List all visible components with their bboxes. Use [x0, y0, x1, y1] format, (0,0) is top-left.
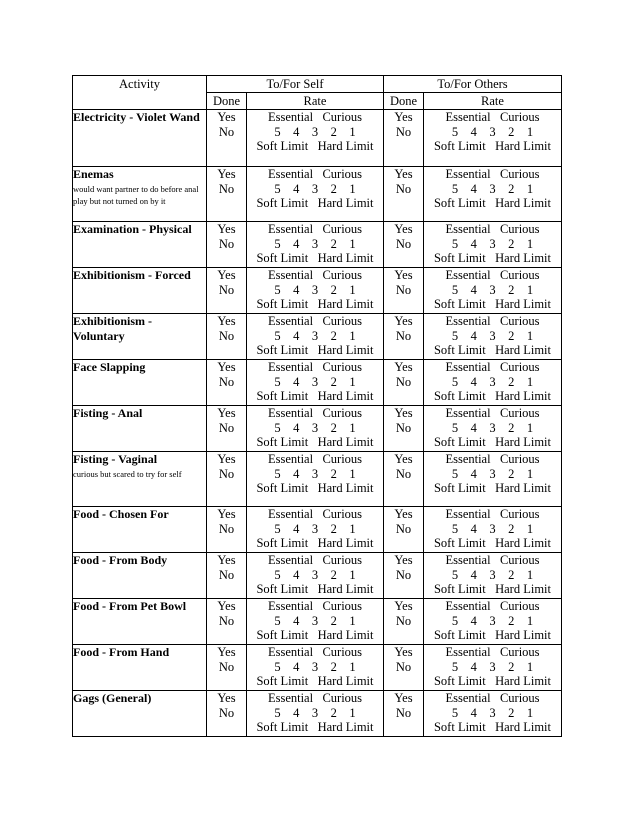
self-rate-scale[interactable]: 5 4 3 2 1: [274, 124, 356, 139]
others-rate-labels-bottom[interactable]: Soft Limit Hard Limit: [433, 251, 551, 265]
self-rate-labels-top[interactable]: Essential Curious: [267, 691, 363, 705]
activity-note: curious but scared to try for self: [73, 469, 182, 479]
self-rate-cell: [247, 360, 384, 406]
self-rate-cell: [247, 314, 384, 360]
self-rate-labels-bottom[interactable]: Soft Limit Hard Limit: [256, 297, 374, 311]
self-rate-labels-bottom[interactable]: Soft Limit Hard Limit: [256, 674, 374, 688]
self-rate-scale[interactable]: 5 4 3 2 1: [274, 328, 356, 343]
others-yes-option[interactable]: Yes: [394, 314, 413, 328]
others-done-cell: [384, 507, 424, 553]
others-no-option[interactable]: No: [395, 237, 412, 251]
self-rate-labels-bottom[interactable]: Soft Limit Hard Limit: [256, 343, 374, 357]
others-yes-option[interactable]: Yes: [394, 222, 413, 236]
others-rate-labels-top[interactable]: Essential Curious: [445, 314, 540, 328]
self-rate-labels-top[interactable]: Essential Curious: [267, 553, 363, 567]
others-rate-labels-top[interactable]: Essential Curious: [445, 360, 540, 374]
others-yes-option[interactable]: Yes: [394, 406, 413, 420]
others-rate-labels-bottom[interactable]: Soft Limit Hard Limit: [433, 481, 551, 495]
self-done-cell: [207, 452, 247, 507]
self-rate-labels-bottom[interactable]: Soft Limit Hard Limit: [256, 481, 374, 495]
others-done-cell: [384, 360, 424, 406]
activity-cell: [73, 360, 207, 406]
activity-cell: [73, 691, 207, 737]
self-rate-cell: [247, 645, 384, 691]
self-done-cell: [207, 599, 247, 645]
self-done-cell: [207, 360, 247, 406]
others-rate-labels-bottom[interactable]: Soft Limit Hard Limit: [433, 674, 551, 688]
self-no-option[interactable]: No: [218, 467, 235, 481]
others-rate-labels-top[interactable]: Essential Curious: [445, 268, 540, 282]
table-row: [73, 553, 562, 599]
table-row: [73, 167, 562, 222]
others-rate-scale[interactable]: 5 4 3 2 1: [451, 181, 534, 196]
self-no-option[interactable]: No: [218, 522, 235, 536]
table-row: [73, 110, 562, 167]
others-rate-labels-bottom[interactable]: Soft Limit Hard Limit: [433, 389, 551, 403]
self-done-cell: [207, 222, 247, 268]
others-done-cell: [384, 110, 424, 167]
self-rate-labels-bottom[interactable]: Soft Limit Hard Limit: [256, 628, 374, 642]
others-done-cell: [384, 268, 424, 314]
others-rate-cell: [424, 167, 562, 222]
self-rate-labels-top[interactable]: Essential Curious: [267, 507, 363, 521]
others-rate-cell: [424, 599, 562, 645]
others-rate-labels-bottom[interactable]: Soft Limit Hard Limit: [433, 720, 551, 734]
activity-header: Activity: [73, 76, 207, 110]
activity-name: Food - From Body: [73, 553, 168, 567]
others-no-option[interactable]: No: [395, 614, 412, 628]
others-yes-option[interactable]: Yes: [394, 553, 413, 567]
others-yes-option[interactable]: Yes: [394, 268, 413, 282]
others-no-option[interactable]: No: [395, 421, 412, 435]
others-rate-scale[interactable]: 5 4 3 2 1: [451, 613, 534, 628]
self-done-cell: [207, 507, 247, 553]
others-rate-scale[interactable]: 5 4 3 2 1: [451, 521, 534, 536]
others-rate-labels-top[interactable]: Essential Curious: [445, 406, 540, 420]
self-rate-labels-top[interactable]: Essential Curious: [267, 167, 363, 181]
self-rate-labels-top[interactable]: Essential Curious: [267, 599, 363, 613]
self-rate-cell: [247, 507, 384, 553]
self-no-option[interactable]: No: [218, 421, 235, 435]
others-rate-labels-bottom[interactable]: Soft Limit Hard Limit: [433, 196, 551, 210]
self-rate-labels-bottom[interactable]: Soft Limit Hard Limit: [256, 536, 374, 550]
self-done-header: Done: [207, 93, 247, 110]
activity-name: Food - From Pet Bowl: [73, 599, 187, 613]
activity-cell: [73, 452, 207, 507]
others-rate-labels-bottom[interactable]: Soft Limit Hard Limit: [433, 536, 551, 550]
activity-note: would want partner to do before anal play but not turned on by it: [73, 184, 199, 206]
self-yes-option[interactable]: Yes: [217, 645, 236, 659]
others-rate-scale[interactable]: 5 4 3 2 1: [451, 374, 534, 389]
self-rate-cell: [247, 110, 384, 167]
activity-cell: [73, 406, 207, 452]
self-done-cell: [207, 553, 247, 599]
activity-cell: [73, 599, 207, 645]
activity-cell: [73, 110, 207, 167]
others-rate-cell: [424, 507, 562, 553]
self-rate-header: Rate: [247, 93, 384, 110]
others-yes-option[interactable]: Yes: [394, 360, 413, 374]
self-rate-scale[interactable]: 5 4 3 2 1: [274, 466, 356, 481]
activity-cell: [73, 167, 207, 222]
self-rate-cell: [247, 167, 384, 222]
others-rate-cell: [424, 360, 562, 406]
activity-cell: [73, 268, 207, 314]
self-rate-labels-top[interactable]: Essential Curious: [267, 110, 363, 124]
self-no-option[interactable]: No: [218, 182, 235, 196]
others-yes-option[interactable]: Yes: [394, 599, 413, 613]
self-rate-scale[interactable]: 5 4 3 2 1: [274, 705, 356, 720]
activity-name: Fisting - Vaginal: [73, 452, 158, 466]
self-done-cell: [207, 110, 247, 167]
self-done-cell: [207, 167, 247, 222]
others-done-cell: [384, 406, 424, 452]
self-rate-cell: [247, 452, 384, 507]
self-rate-labels-top[interactable]: Essential Curious: [267, 268, 363, 282]
self-rate-cell: [247, 599, 384, 645]
self-rate-cell: [247, 691, 384, 737]
others-rate-scale[interactable]: 5 4 3 2 1: [451, 328, 534, 343]
others-rate-cell: [424, 452, 562, 507]
table-row: [73, 691, 562, 737]
table-row: [73, 507, 562, 553]
others-rate-scale[interactable]: 5 4 3 2 1: [451, 466, 534, 481]
self-no-option[interactable]: No: [218, 283, 235, 297]
self-rate-scale[interactable]: 5 4 3 2 1: [274, 236, 356, 251]
others-rate-header: Rate: [424, 93, 562, 110]
activity-name: Food - From Hand: [73, 645, 170, 659]
others-rate-labels-top[interactable]: Essential Curious: [445, 507, 540, 521]
others-yes-option[interactable]: Yes: [394, 110, 413, 124]
others-rate-labels-bottom[interactable]: Soft Limit Hard Limit: [433, 628, 551, 642]
others-rate-labels-top[interactable]: Essential Curious: [445, 452, 540, 466]
others-no-option[interactable]: No: [395, 467, 412, 481]
table-row: [73, 645, 562, 691]
table-row: [73, 406, 562, 452]
self-rate-scale[interactable]: 5 4 3 2 1: [274, 374, 356, 389]
self-rate-scale[interactable]: 5 4 3 2 1: [274, 181, 356, 196]
activity-cell: [73, 314, 207, 360]
self-rate-labels-top[interactable]: Essential Curious: [267, 314, 363, 328]
others-no-option[interactable]: No: [395, 283, 412, 297]
self-no-option[interactable]: No: [218, 375, 235, 389]
others-rate-scale[interactable]: 5 4 3 2 1: [451, 124, 534, 139]
self-rate-labels-bottom[interactable]: Soft Limit Hard Limit: [256, 139, 374, 153]
others-done-cell: [384, 599, 424, 645]
others-rate-scale[interactable]: 5 4 3 2 1: [451, 659, 534, 674]
others-rate-labels-bottom[interactable]: Soft Limit Hard Limit: [433, 343, 551, 357]
others-no-option[interactable]: No: [395, 522, 412, 536]
self-yes-option[interactable]: Yes: [217, 360, 236, 374]
self-no-option[interactable]: No: [218, 125, 235, 139]
self-rate-scale[interactable]: 5 4 3 2 1: [274, 613, 356, 628]
self-rate-scale[interactable]: 5 4 3 2 1: [274, 567, 356, 582]
others-no-option[interactable]: No: [395, 182, 412, 196]
self-rate-cell: [247, 268, 384, 314]
others-rate-cell: [424, 645, 562, 691]
activity-name: Gags (General): [73, 691, 152, 705]
self-rate-labels-bottom[interactable]: Soft Limit Hard Limit: [256, 582, 374, 596]
self-yes-option[interactable]: Yes: [217, 314, 236, 328]
self-rate-scale[interactable]: 5 4 3 2 1: [274, 521, 356, 536]
self-rate-labels-bottom[interactable]: Soft Limit Hard Limit: [256, 251, 374, 265]
others-yes-option[interactable]: Yes: [394, 452, 413, 466]
self-yes-option[interactable]: Yes: [217, 507, 236, 521]
others-done-cell: [384, 452, 424, 507]
self-yes-option[interactable]: Yes: [217, 452, 236, 466]
self-rate-labels-top[interactable]: Essential Curious: [267, 222, 363, 236]
others-rate-cell: [424, 110, 562, 167]
others-rate-scale[interactable]: 5 4 3 2 1: [451, 567, 534, 582]
others-rate-labels-top[interactable]: Essential Curious: [445, 110, 540, 124]
others-no-option[interactable]: No: [395, 329, 412, 343]
others-rate-cell: [424, 222, 562, 268]
self-yes-option[interactable]: Yes: [217, 222, 236, 236]
self-yes-option[interactable]: Yes: [217, 691, 236, 705]
self-done-cell: [207, 314, 247, 360]
others-done-cell: [384, 314, 424, 360]
others-done-cell: [384, 167, 424, 222]
others-done-cell: [384, 691, 424, 737]
self-yes-option[interactable]: Yes: [217, 553, 236, 567]
others-rate-cell: [424, 553, 562, 599]
self-no-option[interactable]: No: [218, 329, 235, 343]
self-rate-cell: [247, 406, 384, 452]
others-rate-scale[interactable]: 5 4 3 2 1: [451, 705, 534, 720]
others-rate-labels-bottom[interactable]: Soft Limit Hard Limit: [433, 582, 551, 596]
self-yes-option[interactable]: Yes: [217, 268, 236, 282]
others-rate-labels-bottom[interactable]: Soft Limit Hard Limit: [433, 139, 551, 153]
others-no-option[interactable]: No: [395, 706, 412, 720]
self-yes-option[interactable]: Yes: [217, 599, 236, 613]
activity-name: Enemas: [73, 167, 114, 181]
header-row-top: [73, 76, 562, 93]
table-row: [73, 599, 562, 645]
others-rate-labels-bottom[interactable]: Soft Limit Hard Limit: [433, 435, 551, 449]
activity-name: Examination - Physical: [73, 222, 192, 236]
self-rate-labels-top[interactable]: Essential Curious: [267, 360, 363, 374]
others-rate-labels-bottom[interactable]: Soft Limit Hard Limit: [433, 297, 551, 311]
others-yes-option[interactable]: Yes: [394, 507, 413, 521]
self-rate-labels-bottom[interactable]: Soft Limit Hard Limit: [256, 435, 374, 449]
others-rate-cell: [424, 268, 562, 314]
others-no-option[interactable]: No: [395, 375, 412, 389]
others-rate-scale[interactable]: 5 4 3 2 1: [451, 420, 534, 435]
activity-name: Exhibitionism - Voluntary: [73, 314, 153, 343]
others-rate-scale[interactable]: 5 4 3 2 1: [451, 282, 534, 297]
others-no-option[interactable]: No: [395, 660, 412, 674]
self-rate-scale[interactable]: 5 4 3 2 1: [274, 282, 356, 297]
others-rate-labels-top[interactable]: Essential Curious: [445, 691, 540, 705]
activity-name: Electricity - Violet Wand: [73, 110, 200, 124]
activity-cell: [73, 222, 207, 268]
self-yes-option[interactable]: Yes: [217, 110, 236, 124]
table-row: [73, 360, 562, 406]
others-done-cell: [384, 645, 424, 691]
self-rate-cell: [247, 553, 384, 599]
activity-cell: [73, 553, 207, 599]
others-rate-labels-top[interactable]: Essential Curious: [445, 645, 540, 659]
others-rate-labels-top[interactable]: Essential Curious: [445, 553, 540, 567]
self-done-cell: [207, 268, 247, 314]
self-no-option[interactable]: No: [218, 706, 235, 720]
others-no-option[interactable]: No: [395, 568, 412, 582]
others-done-cell: [384, 222, 424, 268]
others-yes-option[interactable]: Yes: [394, 167, 413, 181]
activity-cell: [73, 507, 207, 553]
self-rate-cell: [247, 222, 384, 268]
self-yes-option[interactable]: Yes: [217, 167, 236, 181]
others-rate-cell: [424, 691, 562, 737]
activity-name: Food - Chosen For: [73, 507, 169, 521]
others-rate-cell: [424, 314, 562, 360]
self-rate-labels-bottom[interactable]: Soft Limit Hard Limit: [256, 196, 374, 210]
activity-name: Fisting - Anal: [73, 406, 143, 420]
others-rate-scale[interactable]: 5 4 3 2 1: [451, 236, 534, 251]
others-no-option[interactable]: No: [395, 125, 412, 139]
kink-checklist-table: [72, 75, 562, 737]
others-rate-labels-top[interactable]: Essential Curious: [445, 222, 540, 236]
self-header: To/For Self: [207, 76, 384, 93]
self-rate-scale[interactable]: 5 4 3 2 1: [274, 420, 356, 435]
self-no-option[interactable]: No: [218, 614, 235, 628]
table-row: [73, 268, 562, 314]
self-done-cell: [207, 645, 247, 691]
others-yes-option[interactable]: Yes: [394, 691, 413, 705]
others-done-cell: [384, 553, 424, 599]
others-rate-cell: [424, 406, 562, 452]
activity-name: Exhibitionism - Forced: [73, 268, 191, 282]
others-yes-option[interactable]: Yes: [394, 645, 413, 659]
others-rate-labels-top[interactable]: Essential Curious: [445, 167, 540, 181]
self-done-cell: [207, 691, 247, 737]
others-rate-labels-top[interactable]: Essential Curious: [445, 599, 540, 613]
self-rate-labels-bottom[interactable]: Soft Limit Hard Limit: [256, 389, 374, 403]
table-row: [73, 314, 562, 360]
activity-name: Face Slapping: [73, 360, 146, 374]
table-row: [73, 222, 562, 268]
table-row: [73, 452, 562, 507]
others-done-header: Done: [384, 93, 424, 110]
self-no-option[interactable]: No: [218, 660, 235, 674]
others-header: To/For Others: [384, 76, 562, 93]
self-no-option[interactable]: No: [218, 237, 235, 251]
self-done-cell: [207, 406, 247, 452]
self-rate-scale[interactable]: 5 4 3 2 1: [274, 659, 356, 674]
self-rate-labels-top[interactable]: Essential Curious: [267, 406, 363, 420]
self-rate-labels-top[interactable]: Essential Curious: [267, 645, 363, 659]
self-rate-labels-bottom[interactable]: Soft Limit Hard Limit: [256, 720, 374, 734]
self-rate-labels-top[interactable]: Essential Curious: [267, 452, 363, 466]
self-no-option[interactable]: No: [218, 568, 235, 582]
activity-cell: [73, 645, 207, 691]
self-yes-option[interactable]: Yes: [217, 406, 236, 420]
